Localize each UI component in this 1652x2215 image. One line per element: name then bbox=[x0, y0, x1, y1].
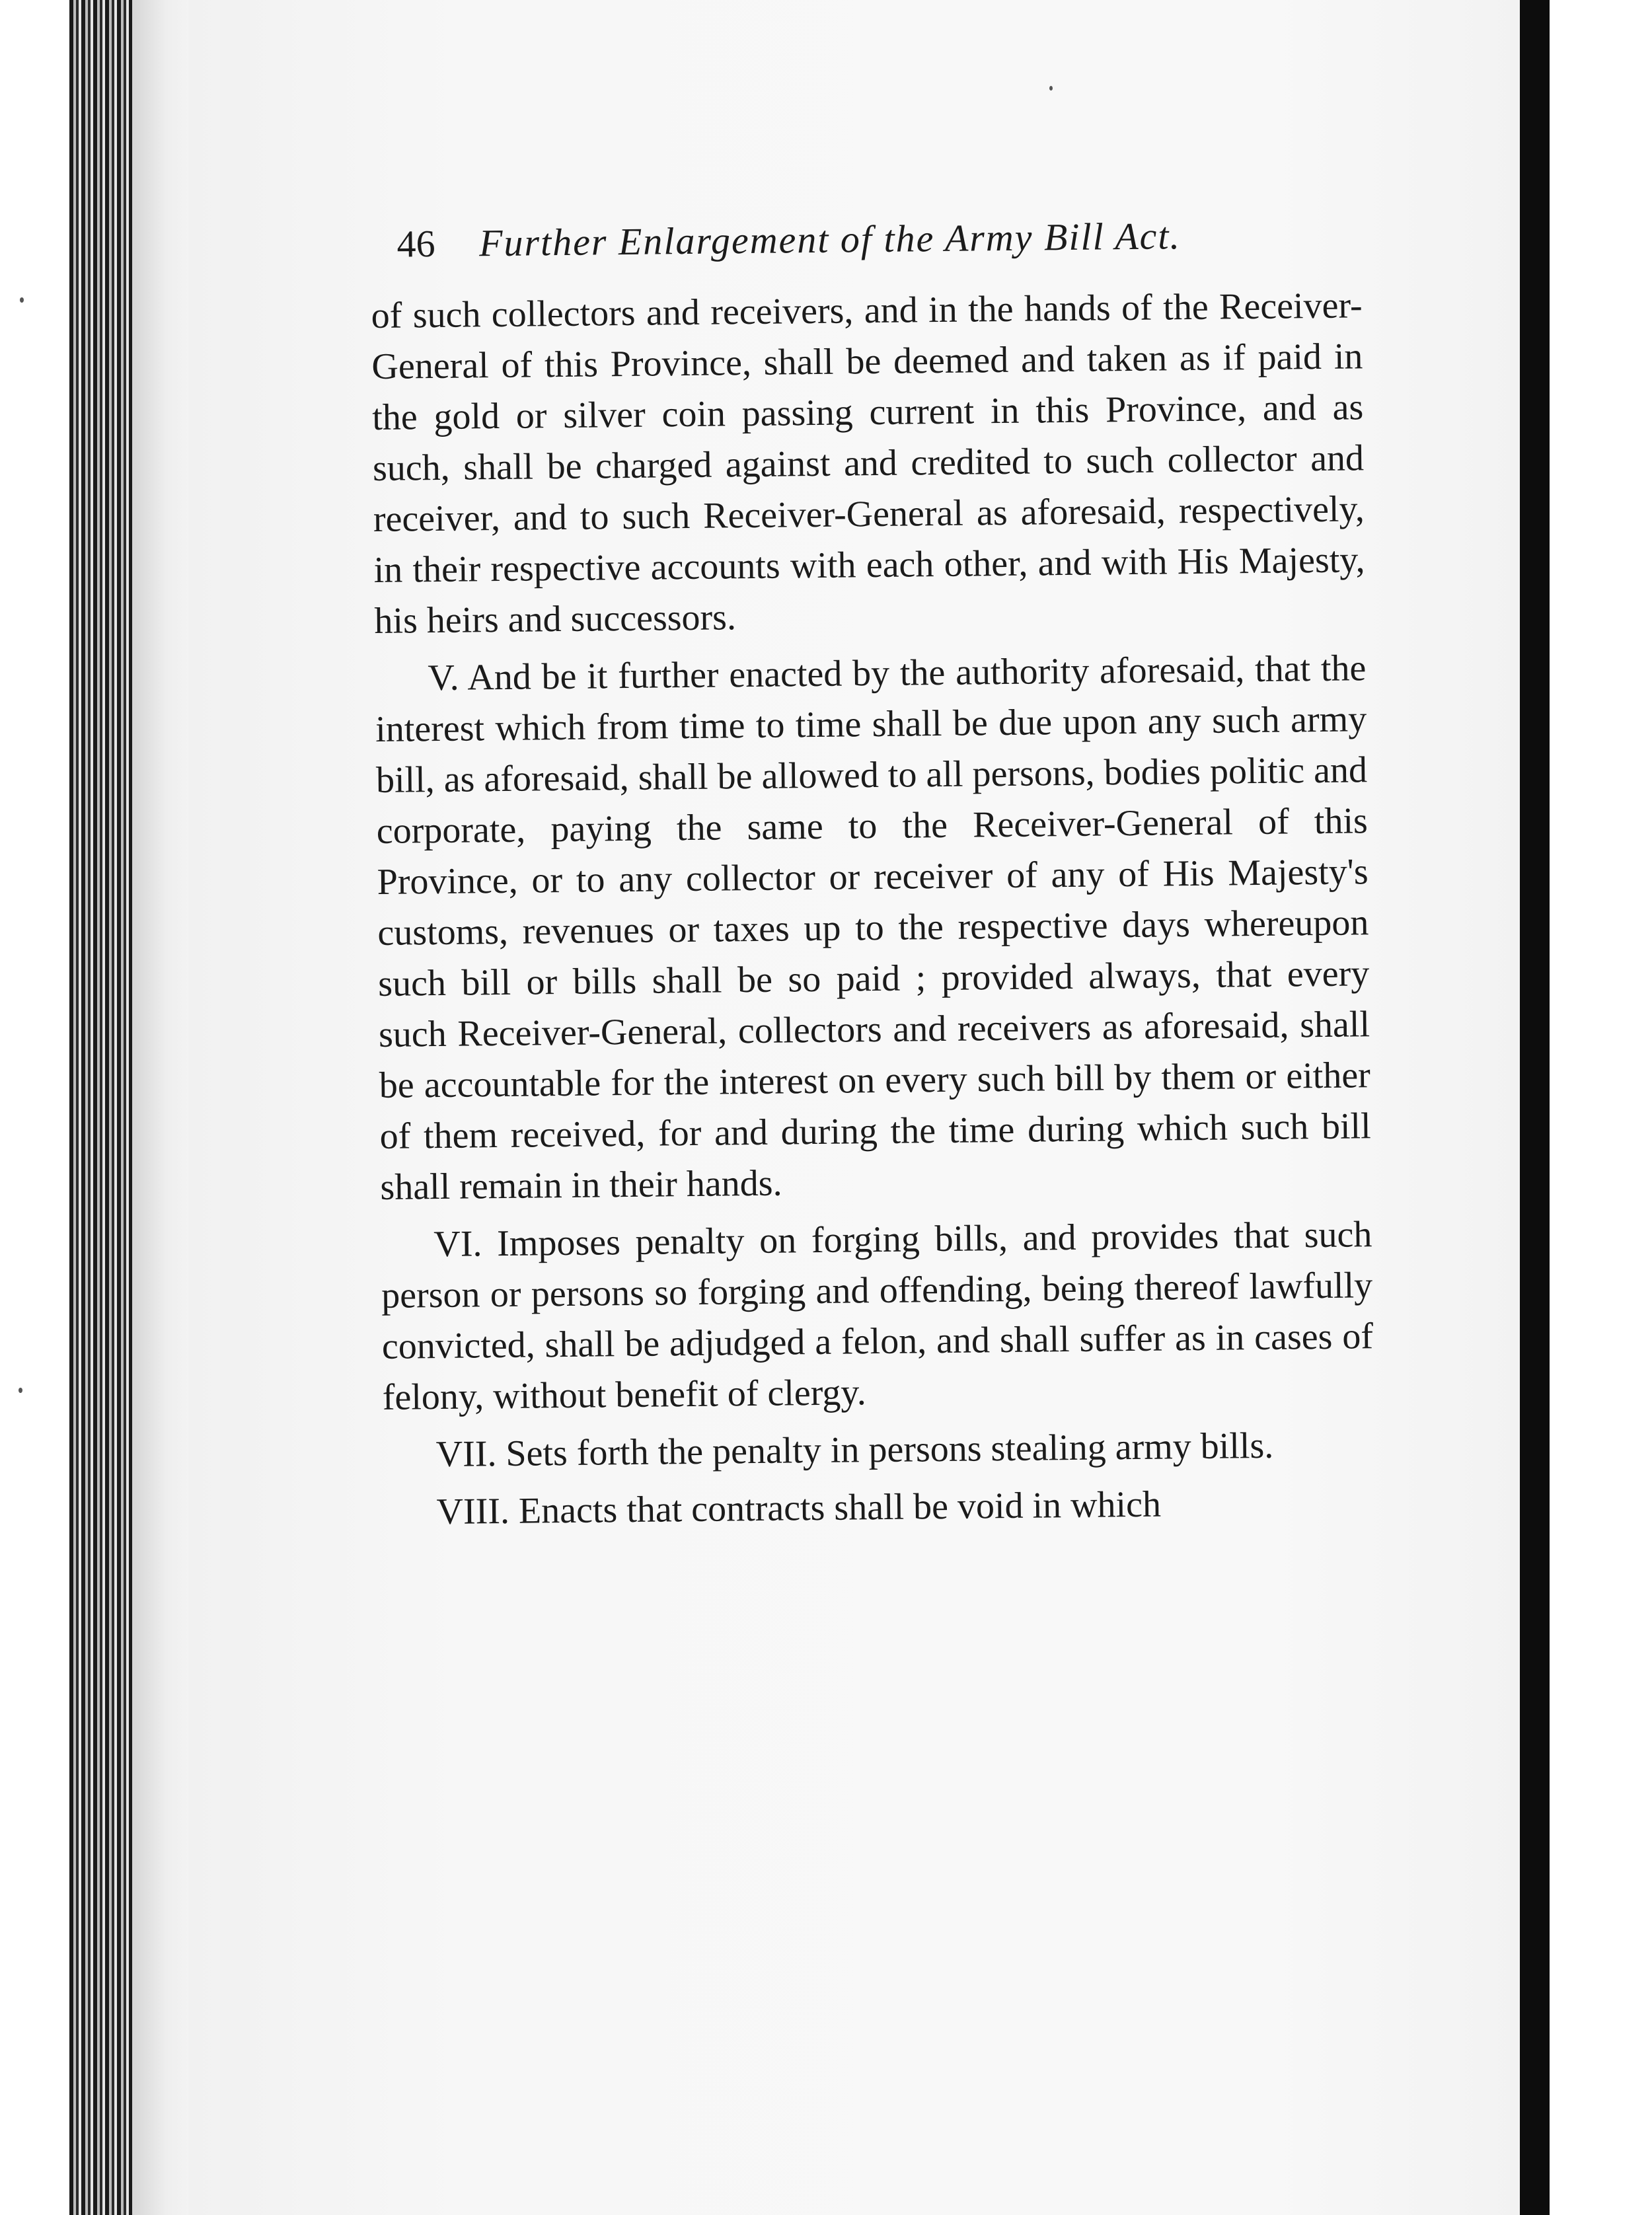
running-head bbox=[370, 201, 1362, 291]
paragraph-section-viii: VIII. Enacts that contracts shall be void in which bbox=[436, 1483, 1162, 1533]
page-number: 46 bbox=[396, 221, 435, 266]
scan-speck bbox=[20, 297, 24, 303]
paragraph-continuation: of such collectors and receivers, and in the hands of the Receiver-General of this Province, shall be deemed and taken as if paid in the gold or silver coin passing current in this Province, and as such, shall be charged against and credited to such collector and receiver, and to such Receiver-General as aforesaid, respectively, in their respective accounts with each other, and with His Majesty, his heirs and successors. bbox=[371, 285, 1365, 642]
running-head-title: Further Enlargement of the Army Bill Act. bbox=[478, 214, 1182, 265]
body-text bbox=[371, 280, 1375, 1545]
right-gutter bbox=[1520, 0, 1550, 2215]
page-shadow bbox=[132, 0, 188, 2215]
scan-speck bbox=[1049, 86, 1053, 91]
paragraph-section-vii: VII. Sets forth the penalty in persons stealing army bills. bbox=[435, 1425, 1274, 1476]
text-block bbox=[370, 201, 1375, 1545]
scan-speck bbox=[19, 1388, 22, 1393]
paragraph-section-v: V. And be it further enacted by the authority aforesaid, that the interest which from time to time shall be due upon any such army bill, as aforesaid, shall be allowed to all persons, bodies politic and corporate, paying the same to the Receiver-General of this Province, or to any collector or receiver of any of His Majesty's customs, revenues or taxes up to the respective days whereupon such bill or bills shall be so paid ; provided always, that every such Receiver-General, collectors and receivers as aforesaid, shall be accountable for the interest on every such bill by them or either of them received, for and during the time during which such bill shall remain in their hands. bbox=[375, 648, 1371, 1208]
facing-page-edge bbox=[1550, 0, 1652, 2215]
paragraph-section-vi: VI. Imposes penalty on forging bills, and provides that such person or persons so forging and offending, being thereof lawfully convicted, shall be adjudged a felon, and shall suffer as in cases of felony, without benefit of clergy. bbox=[381, 1214, 1374, 1418]
